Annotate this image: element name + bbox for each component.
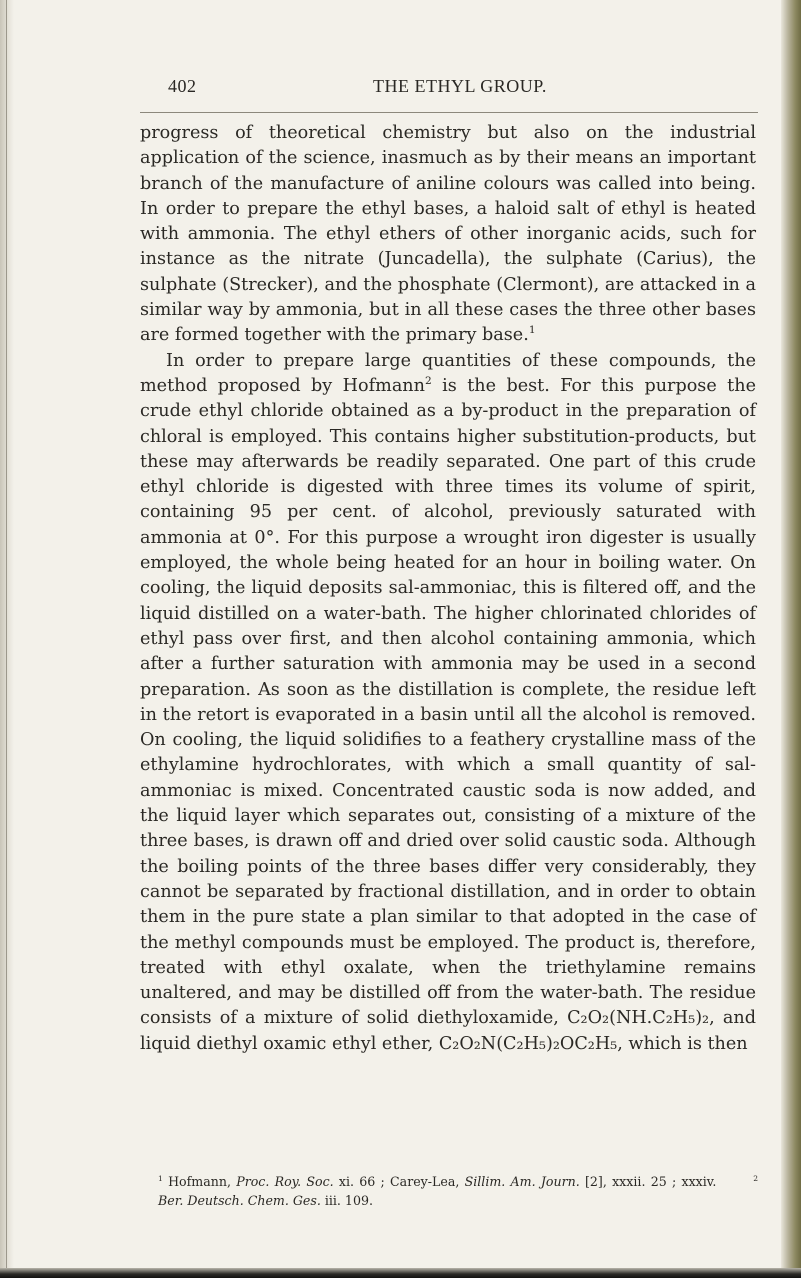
paragraph-2-text-b: is the best. For this purpose the crude ethyl chloride obtained as a by-product in the preparation of chloral is employed. This contains higher substitution-products, but these may afterwards be readily separated. One part of this crude ethyl chloride is digested with three times its volume of spirit, containing 95 per cent. of alcohol, previously saturated with ammonia at 0°. For this purpose a wrought iron digester is usually employed, the whole being heated for an hour in boiling water. On cooling, the liquid deposits sal-ammoniac, this is filtered off, and the liquid distilled on a water-bath. The higher chlorinated chlorides of ethyl pass over first, and then alcohol containing ammonia, which after a further saturation with ammonia may be used in a second preparation. As soon as the distillation is complete, the residue left in the retort is evaporated in a basin until all the alcohol is removed. On cooling, the liquid solidifies to a feathery crystalline mass of the ethylamine hydrochlorates, with which a small quantity of sal-ammoniac is mixed. Concentrated caustic soda is now added, and the liquid layer which separates out, consisting of a mixture of the three bases, is drawn off and dried over solid caustic soda. Although the boiling points of the three bases differ very considerably, they cannot be separated by fractional distillation, and in order to obtain them in the pure state a plan similar to that adopted in the case of the methyl compounds must be employed. The product is, therefore, treated with ethyl oxalate, when the triethylamine remains unaltered, and may be distilled off from the water-bath. The residue consists of a mixture of solid diethyloxamide, [140,375,756,1029]
footnote-1-text: xi. 66 ; Carey-Lea, [333,1174,465,1189]
formula-diethyloxamide: C₂O₂(NH.C₂H₅)₂ [567,1008,710,1029]
footnote-1 [158,1172,758,1210]
scan-bottom-edge [0,1268,801,1278]
page-edge-shadow [781,0,801,1278]
footnote-1-journal-b: Sillim. Am. Journ. [464,1174,580,1189]
paragraph-2-text-d: , which is then [617,1033,748,1054]
body-text [140,121,756,1057]
footnote-ref-1: 1 [528,324,536,337]
paragraph-2 [140,349,756,1057]
footnote-2-ref: iii. 109. [320,1193,373,1208]
running-header [168,76,768,100]
footnote-1-journal-a: Proc. Roy. Soc. [236,1174,334,1189]
paragraph-1-text: progress of theoretical chemistry but also on the industrial application of the science, inasmuch as by their means an important branch of the manufacture of aniline colours was called into being. In order to prepare the ethyl bases, a haloid salt of ethyl is heated with ammonia. The ethyl ethers of other inorganic acids, such for instance as the nitrate (Juncadella), the sulphate (Carius), the sulphate (Strecker), and the phosphate (Clermont), are attacked in a similar way by ammonia, but in all these cases the three other bases are formed together with the primary base. [140,123,756,346]
footnote-1-tail: [2], xxxii. 25 ; xxxiv. [579,1174,717,1189]
page-number: 402 [168,76,197,96]
formula-diethyl-oxamic-ether: C₂O₂N(C₂H₅)₂OC₂H₅ [438,1033,618,1054]
footnote-2-mark: 2 [753,1173,759,1183]
book-gutter [0,0,14,1278]
running-title: THE ETHYL GROUP. [373,76,547,96]
paragraph-2-text-c: , and liquid diethyl oxamic ethyl ether, [140,1008,756,1054]
footnote-2-journal: Ber. Deutsch. Chem. Ges. [158,1193,321,1208]
paragraph-1 [140,121,756,349]
footnotes [158,1172,758,1210]
footnote-1-author: Hofmann, [162,1174,237,1189]
footnote-1-mark: 1 [158,1173,163,1183]
header-rule [140,112,758,113]
paragraph-2-text-a: In order to prepare large quantities of these compounds, the method proposed by Hofmann [140,350,756,396]
footnote-ref-2: 2 [424,375,432,388]
